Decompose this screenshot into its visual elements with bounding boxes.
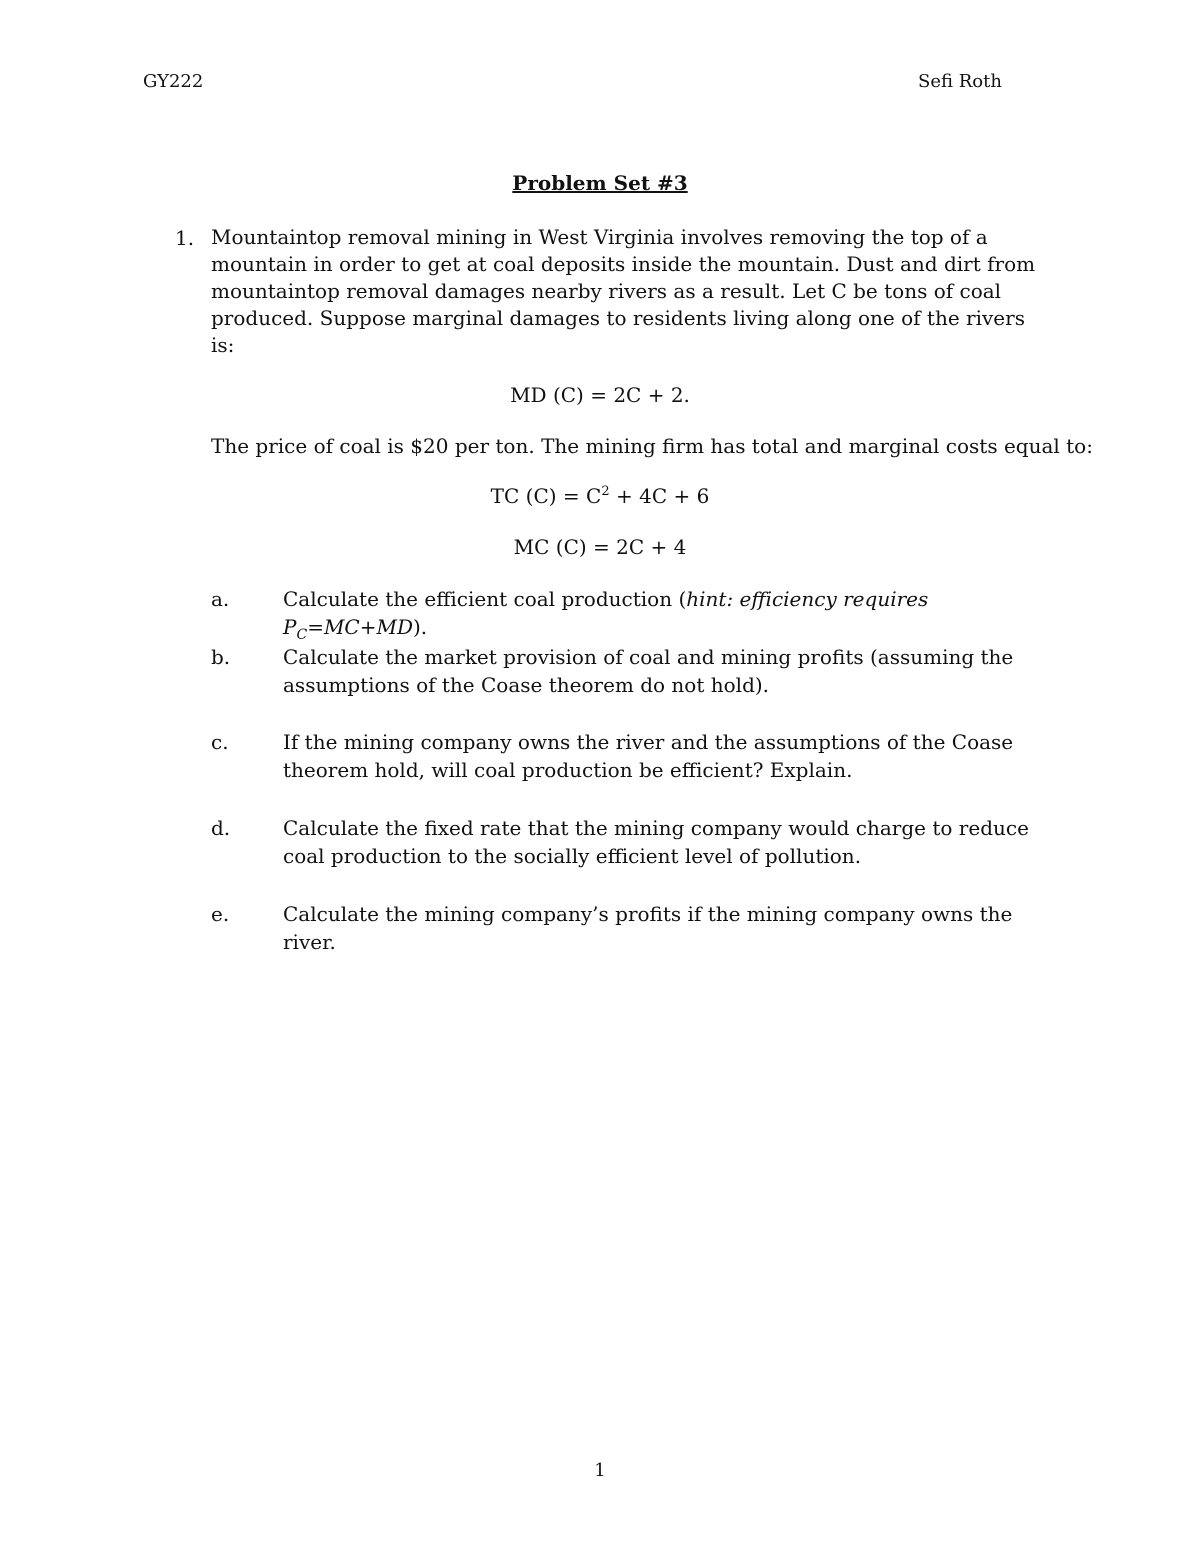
part-a-text-start: Calculate the efficient coal production ( — [283, 587, 687, 611]
question-number: 1. — [175, 226, 195, 250]
md-equation: MD (C) = 2C + 2. — [510, 383, 690, 407]
page-number: 1 — [594, 1460, 606, 1481]
tc-equation — [0, 484, 1200, 508]
part-a-label: a. — [211, 587, 230, 611]
part-e-label: e. — [211, 902, 230, 926]
part-a-text-end: ). — [413, 615, 428, 639]
part-a-text — [283, 585, 1063, 649]
tc-equation-rhs: + 4C + 6 — [609, 484, 710, 508]
part-a-hint-subscript: C — [296, 627, 308, 643]
page-title: Problem Set #3 — [512, 171, 688, 195]
part-c-label: c. — [211, 730, 229, 754]
question-text: Mountaintop removal mining in West Virginia involves removing the top of a mountain in order to get at coal deposits inside the mountain. Dust and dirt from mountaintop removal damages nearby rivers as a result. Let C be tons of coal produced. Suppose marginal damages to residents living along one of the rivers is: — [211, 225, 1036, 357]
part-a-hint-tail: =MC+MD — [307, 615, 413, 639]
mc-equation: MC (C) = 2C + 4 — [513, 535, 687, 559]
author-name: Sefi Roth — [918, 71, 1002, 92]
part-a-hint-text: hint: efficiency requires P — [283, 587, 929, 639]
part-b-text: Calculate the market provision of coal and mining profits (assuming the assumptions of the Coase theorem do not hold). — [283, 645, 1014, 697]
price-statement: The price of coal is $20 per ton. The mining firm has total and marginal costs equal to: — [211, 434, 1093, 458]
part-d-label: d. — [211, 816, 231, 840]
course-code: GY222 — [143, 71, 204, 92]
part-c-text: If the mining company owns the river and the assumptions of the Coase theorem hold, will coal production be efficient? Explain. — [283, 730, 1014, 782]
part-b-label: b. — [211, 645, 231, 669]
part-d-text: Calculate the fixed rate that the mining company would charge to reduce coal production to the socially efficient level of pollution. — [283, 816, 1029, 868]
tc-equation-lhs: TC (C) = C — [490, 484, 602, 508]
tc-equation-exponent: 2 — [601, 484, 610, 499]
part-e-text: Calculate the mining company’s profits if the mining company owns the river. — [283, 902, 1013, 954]
